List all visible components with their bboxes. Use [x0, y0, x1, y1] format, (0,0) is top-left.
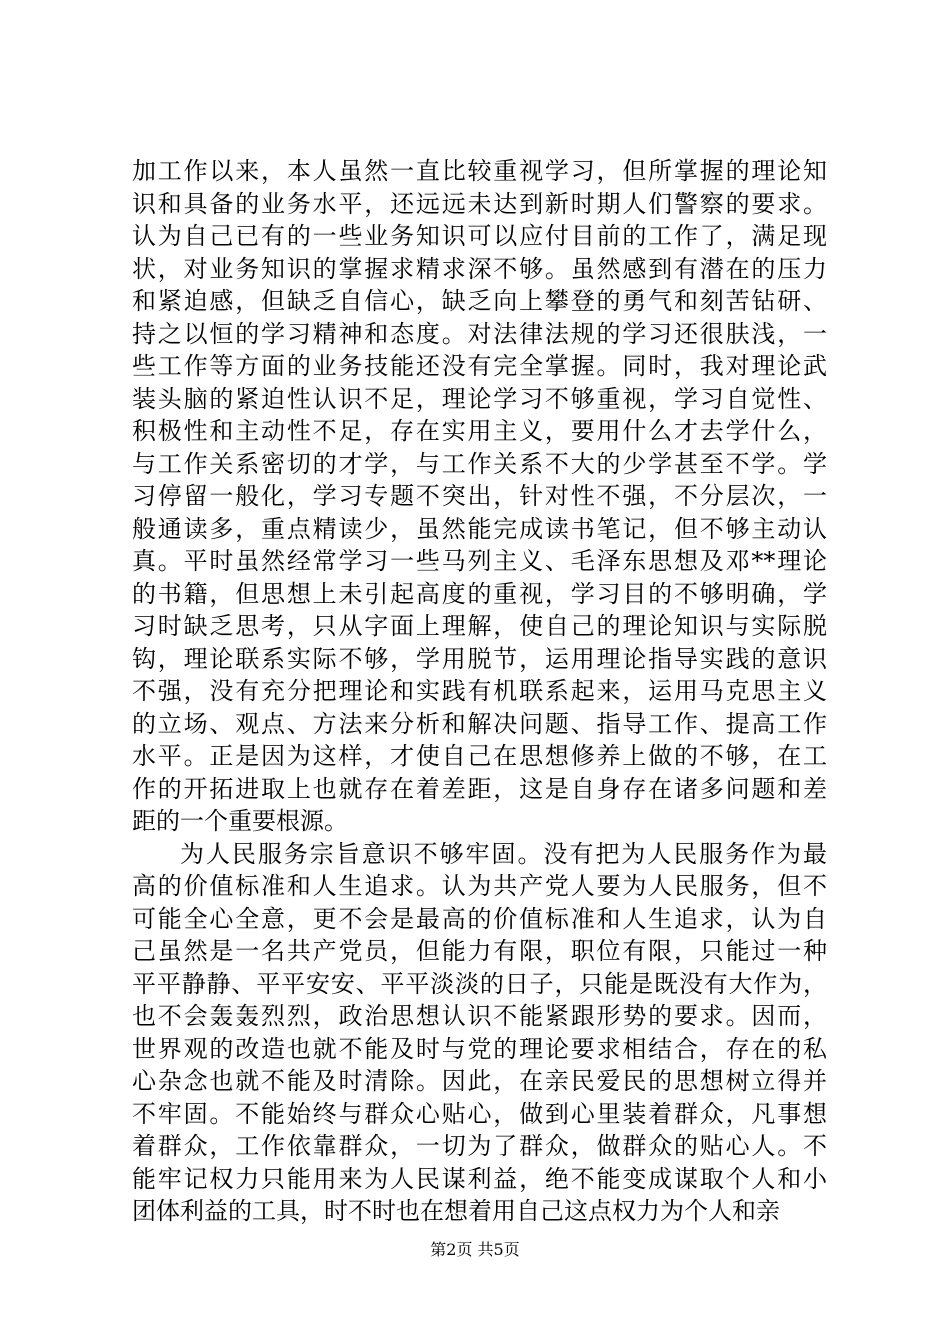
- text-line: 与工作关系密切的才学，与工作关系不大的少学甚至不学。学: [132, 449, 827, 478]
- text-line: 能牢记权力只能用来为人民谋利益，绝不能变成谋取个人和小: [132, 1164, 827, 1193]
- text-line: 不强，没有充分把理论和实践有机联系起来，运用马克思主义: [132, 677, 827, 705]
- text-line: 积极性和主动性不足，存在实用主义，要用什么才去学什么，: [132, 417, 827, 445]
- page-footer: 第2页 共5页: [430, 1240, 520, 1259]
- text-line: 也不会轰轰烈烈，政治思想认识不能紧跟形势的要求。因而，: [132, 1002, 827, 1030]
- text-line: 高的价值标准和人生追求。认为共产党人要为人民服务，但不: [132, 872, 827, 900]
- text-line: 距的一个重要根源。: [132, 807, 348, 835]
- text-line: 的书籍，但思想上未引起高度的重视，学习目的不够明确，学: [132, 579, 827, 608]
- paragraph: [132, 838, 827, 1228]
- text-line: 状，对业务知识的掌握求精求深不够。虽然感到有潜在的压力: [132, 254, 827, 283]
- text-line: 习时缺乏思考，只从字面上理解，使自己的理论知识与实际脱: [132, 612, 827, 640]
- text-line: 加工作以来，本人虽然一直比较重视学习，但所掌握的理论知: [132, 157, 827, 185]
- text-line: 持之以恒的学习精神和态度。对法律法规的学习还很肤浅，一: [132, 319, 827, 348]
- text-line: 些工作等方面的业务技能还没有完全掌握。同时，我对理论武: [132, 352, 827, 380]
- text-line: 世界观的改造也就不能及时与党的理论要求相结合，存在的私: [132, 1034, 827, 1063]
- text-line: 习停留一般化，学习专题不突出，针对性不强，不分层次，一: [132, 482, 827, 510]
- text-line: 水平。正是因为这样，才使自己在思想修养上做的不够，在工: [132, 742, 827, 770]
- text-line: 般通读多，重点精读少，虽然能完成读书笔记，但不够主动认: [132, 514, 827, 543]
- text-line: 装头脑的紧迫性认识不足，理论学习不够重视，学习自觉性、: [132, 384, 827, 413]
- text-line: 为人民服务宗旨意识不够牢固。没有把为人民服务作为最: [180, 839, 827, 868]
- text-line: 作的开拓进取上也就存在着差距，这是自身存在诸多问题和差: [132, 774, 827, 803]
- text-line: 认为自己已有的一些业务知识可以应付目前的工作了，满足现: [132, 222, 827, 250]
- text-line: 团体利益的工具，时不时也在想着用自己这点权力为个人和亲: [132, 1197, 780, 1225]
- text-line: 己虽然是一名共产党员，但能力有限，职位有限，只能过一种: [132, 937, 827, 965]
- text-line: 着群众，工作依靠群众，一切为了群众，做群众的贴心人。不: [132, 1132, 827, 1160]
- text-line: 心杂念也就不能及时清除。因此，在亲民爱民的思想树立得并: [132, 1067, 827, 1095]
- text-line: 平平静静、平平安安、平平淡淡的日子，只能是既没有大作为，: [132, 969, 827, 998]
- text-line: 的立场、观点、方法来分析和解决问题、指导工作、提高工作: [132, 709, 827, 738]
- text-line: 钩，理论联系实际不够，学用脱节，运用理论指导实践的意识: [132, 644, 827, 673]
- text-line: 可能全心全意，更不会是最高的价值标准和人生追求，认为自: [132, 904, 827, 933]
- text-line: 和紧迫感，但缺乏自信心，缺乏向上攀登的勇气和刻苦钻研、: [132, 287, 827, 315]
- text-line: 不牢固。不能始终与群众心贴心，做到心里装着群众，凡事想: [132, 1099, 827, 1128]
- text-line: 识和具备的业务水平，还远远未达到新时期人们警察的要求。: [132, 189, 827, 218]
- text-line: 真。平时虽然经常学习一些马列主义、毛泽东思想及邓**理论: [132, 547, 827, 575]
- document-body: [132, 155, 827, 1228]
- paragraph: [132, 155, 827, 838]
